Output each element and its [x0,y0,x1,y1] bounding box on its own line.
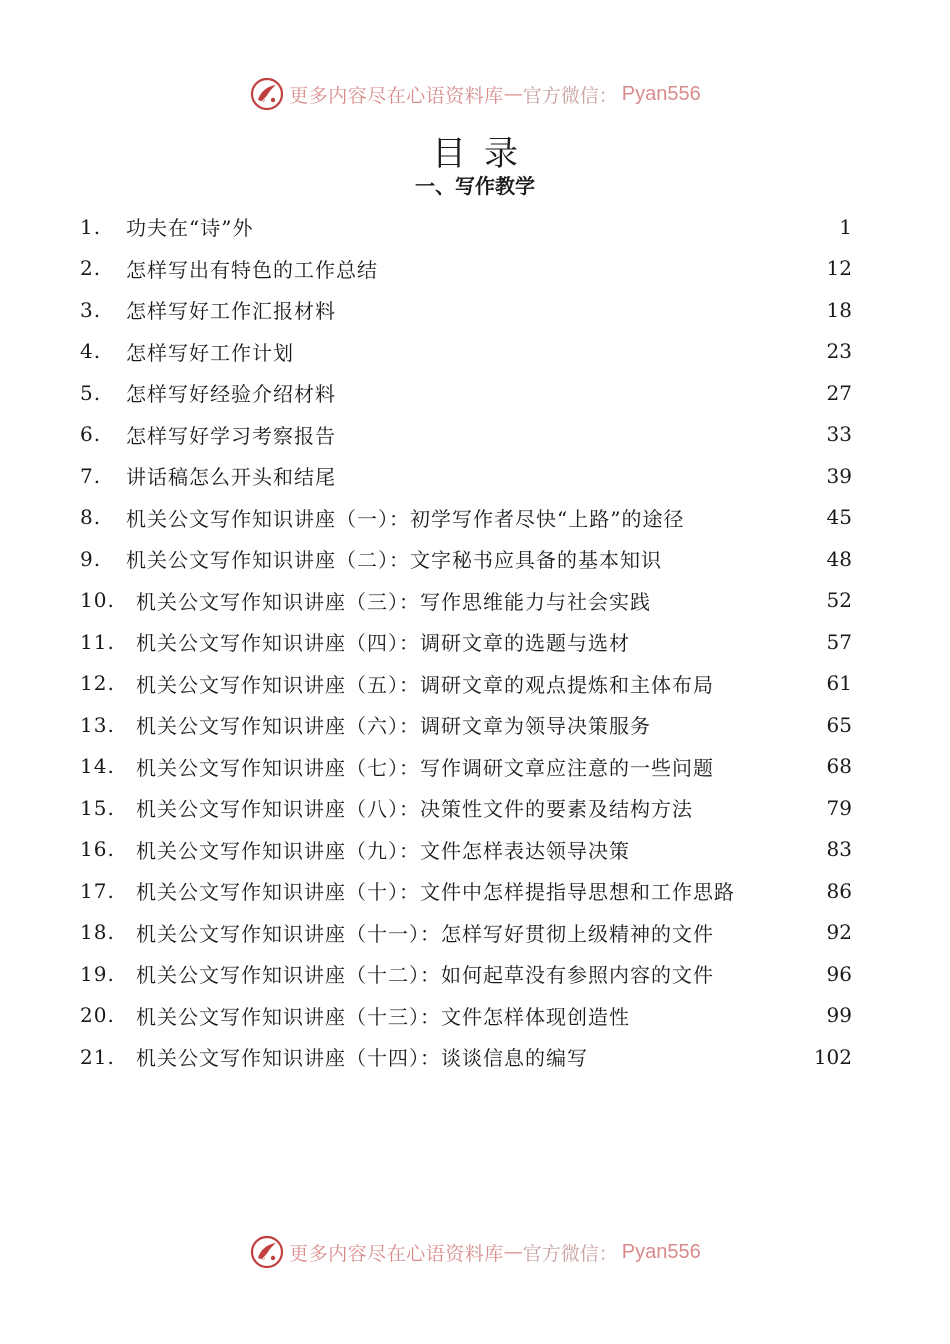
toc-entry-number: 6. [80,422,102,447]
toc-entry-title: 机关公文写作知识讲座（十一）：怎样写好贯彻上级精神的文件 [136,921,714,946]
toc-entry[interactable] [80,455,852,497]
watermark-wechat-label: 官方微信： [522,84,618,107]
toc-entry-number: 16. [80,837,115,862]
toc-entry-number: 7. [80,463,102,488]
header-watermark [0,74,950,114]
toc-entry[interactable] [80,704,852,746]
toc-entry-number: 19. [80,961,115,986]
toc-entry-number: 18. [80,920,115,945]
toc-entry-number: 4. [80,339,102,364]
toc-entry[interactable] [80,372,852,414]
toc-entry-title: 讲话稿怎么开头和结尾 [126,465,336,490]
toc-entry-title: 机关公文写作知识讲座（二）：文字秘书应具备的基本知识 [126,548,662,573]
toc-entry[interactable] [80,746,852,788]
toc-entry-page: 52 [826,588,852,613]
toc-entry-title: 机关公文写作知识讲座（四）：调研文章的选题与选材 [136,631,630,656]
toc-entry[interactable] [80,995,852,1037]
toc-entry[interactable] [80,289,852,331]
toc-entry-title: 机关公文写作知识讲座（五）：调研文章的观点提炼和主体布局 [136,672,714,697]
toc-entry-page: 57 [826,629,852,654]
page-title: 目录 [432,134,536,174]
toc-entry-title: 机关公文写作知识讲座（三）：写作思维能力与社会实践 [136,589,651,614]
toc-entry-page: 79 [826,795,852,820]
toc-entry-number: 8. [80,505,102,530]
toc-entry-page: 48 [826,546,852,571]
toc-entry-title: 机关公文写作知识讲座（十四）：谈谈信息的编写 [136,1046,588,1071]
table-of-contents [80,206,852,1078]
toc-entry-title: 怎样写好经验介绍材料 [126,382,336,407]
watermark-content [249,76,701,112]
toc-entry[interactable] [80,870,852,912]
toc-entry-title: 机关公文写作知识讲座（十二）：如何起草没有参照内容的文件 [136,963,714,988]
toc-entry-title: 怎样写好工作汇报材料 [126,299,336,324]
toc-entry[interactable] [80,206,852,248]
toc-entry-page: 39 [826,463,852,488]
watermark-separator: — [503,83,523,105]
toc-entry-page: 27 [826,380,852,405]
brand-logo-icon [249,76,285,112]
toc-entry-number: 3. [80,297,102,322]
toc-entry-page: 96 [826,961,852,986]
toc-entry[interactable] [80,1036,852,1078]
toc-entry-title: 机关公文写作知识讲座（一）：初学写作者尽快“上路”的途径 [126,506,685,531]
toc-entry[interactable] [80,497,852,539]
watermark-text: 更多内容尽在心语资料库 [289,84,504,107]
toc-entry-page: 18 [826,297,852,322]
toc-entry-number: 21. [80,1044,115,1069]
toc-entry[interactable] [80,663,852,705]
toc-entry-number: 12. [80,671,115,696]
toc-entry-title: 怎样写好工作计划 [126,340,294,365]
toc-entry-page: 86 [826,878,852,903]
toc-entry[interactable] [80,621,852,663]
toc-entry[interactable] [80,580,852,622]
toc-entry[interactable] [80,414,852,456]
toc-entry[interactable] [80,787,852,829]
toc-entry-title: 怎样写好学习考察报告 [126,423,336,448]
toc-entry-title: 机关公文写作知识讲座（十）：文件中怎样提指导思想和工作思路 [136,880,735,905]
toc-entry-title: 机关公文写作知识讲座（七）：写作调研文章应注意的一些问题 [136,755,714,780]
toc-entry-title: 功夫在“诗”外 [126,216,254,241]
toc-entry[interactable] [80,829,852,871]
watermark-wechat-id: Pyan556 [621,82,701,105]
toc-entry-page: 83 [826,837,852,862]
toc-entry-page: 65 [826,712,852,737]
toc-entry-page: 61 [826,671,852,696]
watermark-wechat-id: Pyan556 [621,1240,701,1263]
toc-entry[interactable] [80,331,852,373]
toc-entry-title: 机关公文写作知识讲座（十三）：文件怎样体现创造性 [136,1004,630,1029]
toc-entry-title: 机关公文写作知识讲座（九）：文件怎样表达领导决策 [136,838,630,863]
toc-entry-number: 14. [80,754,115,779]
toc-entry-page: 99 [826,1003,852,1028]
toc-entry[interactable] [80,538,852,580]
watermark-separator: — [503,1241,523,1263]
toc-entry-number: 2. [80,256,102,281]
toc-entry-page: 102 [813,1044,852,1069]
brand-logo-icon [249,1234,285,1270]
toc-entry-page: 68 [826,754,852,779]
toc-entry-title: 机关公文写作知识讲座（八）：决策性文件的要素及结构方法 [136,797,693,822]
toc-entry-number: 10. [80,588,115,613]
toc-entry-number: 13. [80,712,115,737]
toc-entry-number: 1. [80,214,102,239]
toc-entry-title: 机关公文写作知识讲座（六）：调研文章为领导决策服务 [136,714,651,739]
toc-entry[interactable] [80,248,852,290]
watermark-content [249,1234,701,1270]
toc-entry-page: 1 [839,214,852,239]
toc-entry-number: 11. [80,629,115,654]
toc-entry-page: 23 [826,339,852,364]
toc-entry-number: 17. [80,878,115,903]
watermark-text: 更多内容尽在心语资料库 [289,1242,504,1265]
footer-watermark [0,1232,950,1272]
toc-entry-number: 5. [80,380,102,405]
toc-entry-number: 20. [80,1003,115,1028]
toc-entry-title: 怎样写出有特色的工作总结 [126,257,378,282]
section-title: 一、写作教学 [415,174,535,198]
toc-entry-page: 92 [826,920,852,945]
toc-entry-page: 33 [826,422,852,447]
toc-entry-number: 15. [80,795,115,820]
watermark-wechat-label: 官方微信： [522,1242,618,1265]
toc-entry[interactable] [80,953,852,995]
toc-entry-page: 45 [826,505,852,530]
toc-entry-page: 12 [826,256,852,281]
toc-entry[interactable] [80,912,852,954]
toc-entry-number: 9. [80,546,102,571]
